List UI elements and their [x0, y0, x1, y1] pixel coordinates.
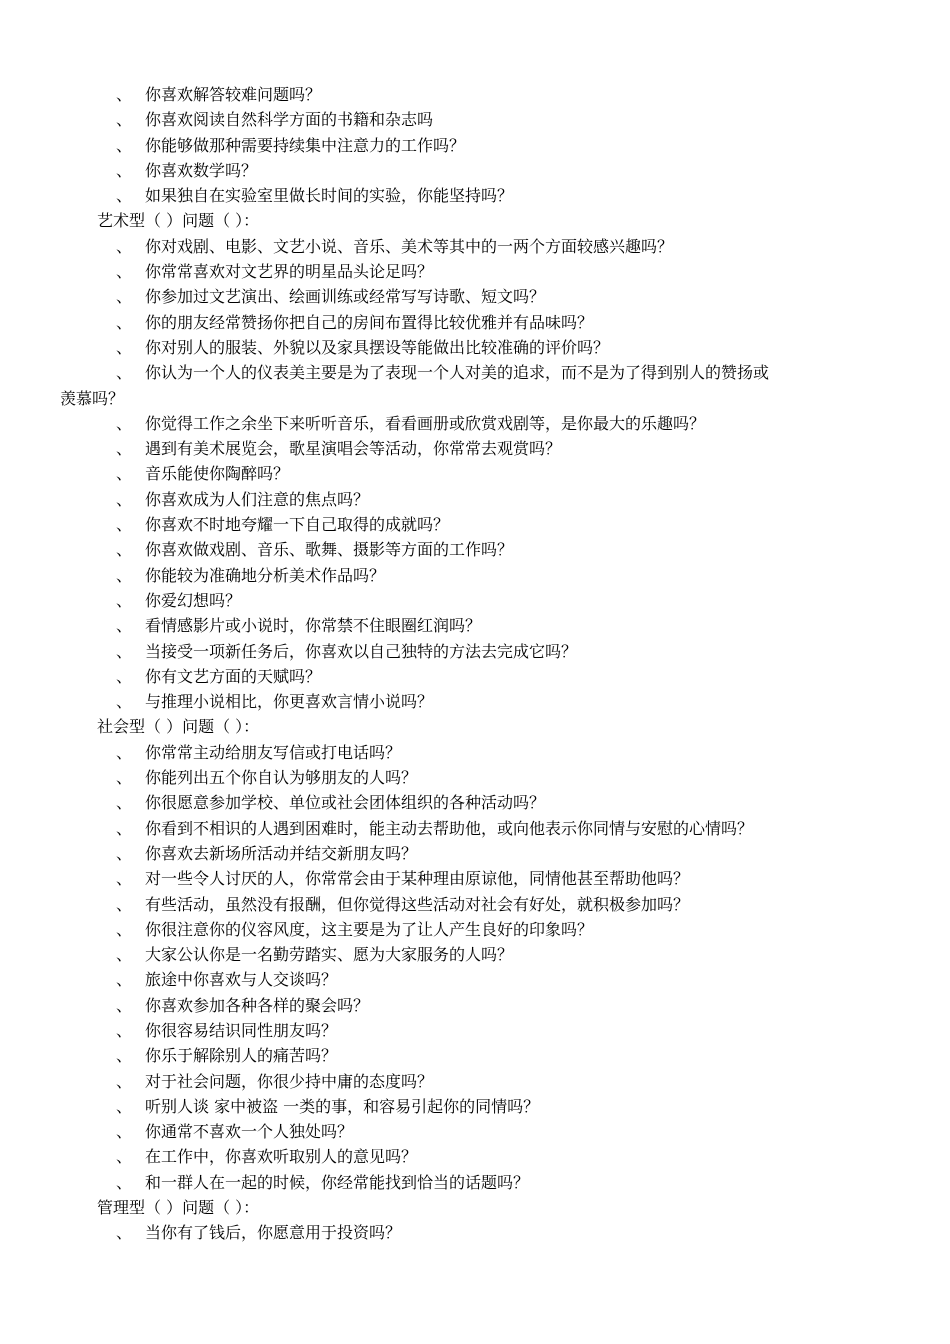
question-mark: 、 — [116, 995, 133, 1015]
question-item — [0, 360, 950, 385]
question-mark: 、 — [116, 590, 133, 610]
question-item — [0, 1043, 950, 1068]
question-mark: 、 — [116, 1071, 133, 1091]
question-mark: 、 — [116, 1020, 133, 1040]
section-header — [0, 208, 950, 233]
question-text: 你对别人的服装、外貌以及家具摆设等能做出比较准确的评价吗？ — [145, 337, 610, 357]
question-text: 你能够做那种需要持续集中注意力的工作吗？ — [145, 135, 466, 155]
question-item — [0, 790, 950, 815]
question-item — [0, 967, 950, 992]
question-text: 如果独自在实验室里做长时间的实验，你能坚持吗？ — [145, 186, 514, 206]
question-mark: 、 — [116, 742, 133, 762]
question-mark: 、 — [116, 312, 133, 332]
question-text: 对于社会问题，你很少持中庸的态度吗？ — [145, 1071, 434, 1091]
question-text: 你觉得工作之余坐下来听听音乐，看看画册或欣赏戏剧等，是你最大的乐趣吗？ — [145, 413, 706, 433]
question-item — [0, 841, 950, 866]
question-text: 你通常不喜欢一个人独处吗？ — [145, 1122, 354, 1142]
question-mark: 、 — [116, 692, 133, 712]
question-item — [0, 284, 950, 309]
question-mark: 、 — [116, 540, 133, 560]
question-text: 你看到不相识的人遇到困难时，能主动去帮助他，或向他表示你同情与安慰的心情吗？ — [145, 818, 754, 838]
question-mark: 、 — [116, 464, 133, 484]
question-text: 在工作中，你喜欢听取别人的意见吗？ — [145, 1147, 418, 1167]
question-mark: 、 — [116, 135, 133, 155]
question-text: 你喜欢阅读自然科学方面的书籍和杂志吗 — [145, 110, 434, 130]
question-text: 旅途中你喜欢与人交谈吗？ — [145, 970, 338, 990]
question-item — [0, 82, 950, 107]
question-mark: 、 — [116, 1147, 133, 1167]
question-text: 你常常主动给朋友写信或打电话吗？ — [145, 742, 402, 762]
question-item — [0, 487, 950, 512]
section-header-text: 社会型（ ）问题（ ）： — [97, 717, 260, 737]
question-text: 你喜欢去新场所活动并结交新朋友吗？ — [145, 843, 418, 863]
section-header-text: 管理型（ ）问题（ ）： — [97, 1198, 260, 1218]
question-text: 当你有了钱后，你愿意用于投资吗？ — [145, 1223, 402, 1243]
question-text: 你能列出五个你自认为够朋友的人吗？ — [145, 768, 418, 788]
question-mark: 、 — [116, 818, 133, 838]
question-text: 你参加过文艺演出、绘画训练或经常写写诗歌、短文吗？ — [145, 287, 546, 307]
question-item — [0, 537, 950, 562]
question-item — [0, 259, 950, 284]
question-mark: 、 — [116, 1223, 133, 1243]
question-item — [0, 1170, 950, 1195]
section-header-text: 艺术型（ ）问题（ ）： — [97, 211, 260, 231]
question-mark: 、 — [116, 970, 133, 990]
question-item — [0, 158, 950, 183]
question-mark: 、 — [116, 287, 133, 307]
question-item — [0, 461, 950, 486]
question-text: 你喜欢参加各种各样的聚会吗？ — [145, 995, 370, 1015]
question-text: 你对戏剧、电影、文艺小说、音乐、美术等其中的一两个方面较感兴趣吗？ — [145, 236, 674, 256]
question-text: 你喜欢不时地夸耀一下自己取得的成就吗？ — [145, 515, 450, 535]
question-item — [0, 639, 950, 664]
question-mark: 、 — [116, 186, 133, 206]
question-item — [0, 613, 950, 638]
question-item — [0, 234, 950, 259]
question-mark: 、 — [116, 262, 133, 282]
question-item — [0, 411, 950, 436]
question-text: 你喜欢数学吗？ — [145, 160, 258, 180]
question-continuation — [0, 386, 950, 411]
question-item — [0, 310, 950, 335]
question-text: 你喜欢解答较难问题吗？ — [145, 85, 322, 104]
question-item — [0, 1220, 950, 1245]
question-mark: 、 — [116, 793, 133, 813]
question-text: 你有文艺方面的天赋吗？ — [145, 666, 322, 686]
question-mark: 、 — [116, 413, 133, 433]
question-mark: 、 — [116, 768, 133, 788]
question-text: 遇到有美术展览会，歌星演唱会等活动，你常常去观赏吗？ — [145, 439, 562, 459]
question-mark: 、 — [116, 439, 133, 459]
question-text: 看情感影片或小说时，你常禁不住眼圈红润吗？ — [145, 616, 482, 636]
question-mark: 、 — [116, 616, 133, 636]
question-mark: 、 — [116, 666, 133, 686]
question-text: 你很愿意参加学校、单位或社会团体组织的各种活动吗？ — [145, 793, 546, 813]
question-text: 你很注意你的仪容风度，这主要是为了让人产生良好的印象吗？ — [145, 919, 594, 939]
question-text: 当接受一项新任务后，你喜欢以自己独特的方法去完成它吗？ — [145, 641, 578, 661]
question-item — [0, 892, 950, 917]
section-header — [0, 1195, 950, 1220]
question-item — [0, 942, 950, 967]
question-item — [0, 335, 950, 360]
question-continuation-text: 羡慕吗？ — [60, 388, 125, 408]
question-item — [0, 1144, 950, 1169]
question-text: 你认为一个人的仪表美主要是为了表现一个人对美的追求，而不是为了得到别人的赞扬或 — [145, 363, 770, 383]
question-mark: 、 — [116, 843, 133, 863]
question-item — [0, 1094, 950, 1119]
section-header — [0, 714, 950, 739]
question-text: 你能较为准确地分析美术作品吗？ — [145, 565, 386, 585]
question-item — [0, 588, 950, 613]
question-mark: 、 — [116, 515, 133, 535]
question-item — [0, 689, 950, 714]
question-item — [0, 816, 950, 841]
question-item — [0, 183, 950, 208]
question-text: 你喜欢做戏剧、音乐、歌舞、摄影等方面的工作吗？ — [145, 540, 514, 560]
question-mark: 、 — [116, 894, 133, 914]
question-text: 你的朋友经常赞扬你把自己的房间布置得比较优雅并有品味吗？ — [145, 312, 594, 332]
question-mark: 、 — [116, 110, 133, 130]
question-item — [0, 993, 950, 1018]
question-text: 你爱幻想吗？ — [145, 590, 242, 610]
question-text: 你喜欢成为人们注意的焦点吗？ — [145, 489, 370, 509]
question-item — [0, 1018, 950, 1043]
question-mark: 、 — [116, 945, 133, 965]
question-text: 你常常喜欢对文艺界的明星品头论足吗？ — [145, 262, 434, 282]
question-item — [0, 512, 950, 537]
question-text: 与推理小说相比，你更喜欢言情小说吗？ — [145, 692, 434, 712]
question-text: 有些活动，虽然没有报酬，但你觉得这些活动对社会有好处，就积极参加吗？ — [145, 894, 690, 914]
question-mark: 、 — [116, 1172, 133, 1192]
question-text: 你很容易结识同性朋友吗？ — [145, 1020, 338, 1040]
question-item — [0, 1119, 950, 1144]
question-item — [0, 436, 950, 461]
question-item — [0, 765, 950, 790]
question-mark: 、 — [116, 236, 133, 256]
question-text: 音乐能使你陶醉吗？ — [145, 464, 290, 484]
question-mark: 、 — [116, 85, 133, 104]
question-mark: 、 — [116, 489, 133, 509]
question-mark: 、 — [116, 1122, 133, 1142]
question-item — [0, 664, 950, 689]
question-item — [0, 133, 950, 158]
question-mark: 、 — [116, 565, 133, 585]
question-mark: 、 — [116, 919, 133, 939]
question-item — [0, 917, 950, 942]
question-item — [0, 563, 950, 588]
question-text: 大家公认你是一名勤劳踏实、愿为大家服务的人吗？ — [145, 945, 514, 965]
question-mark: 、 — [116, 337, 133, 357]
questionnaire-document — [0, 82, 950, 1246]
question-item — [0, 740, 950, 765]
question-item — [0, 1069, 950, 1094]
question-text: 你乐于解除别人的痛苦吗？ — [145, 1046, 338, 1066]
question-item — [0, 866, 950, 891]
question-mark: 、 — [116, 641, 133, 661]
question-text: 对一些令人讨厌的人，你常常会由于某种理由原谅他，同情他甚至帮助他吗？ — [145, 869, 690, 889]
question-mark: 、 — [116, 1096, 133, 1116]
question-text: 和一群人在一起的时候，你经常能找到恰当的话题吗？ — [145, 1172, 530, 1192]
question-item — [0, 107, 950, 132]
question-mark: 、 — [116, 160, 133, 180]
question-mark: 、 — [116, 1046, 133, 1066]
question-mark: 、 — [116, 363, 133, 383]
question-text: 听别人谈 家中被盗 一类的事，和容易引起你的同情吗？ — [145, 1096, 540, 1116]
question-mark: 、 — [116, 869, 133, 889]
